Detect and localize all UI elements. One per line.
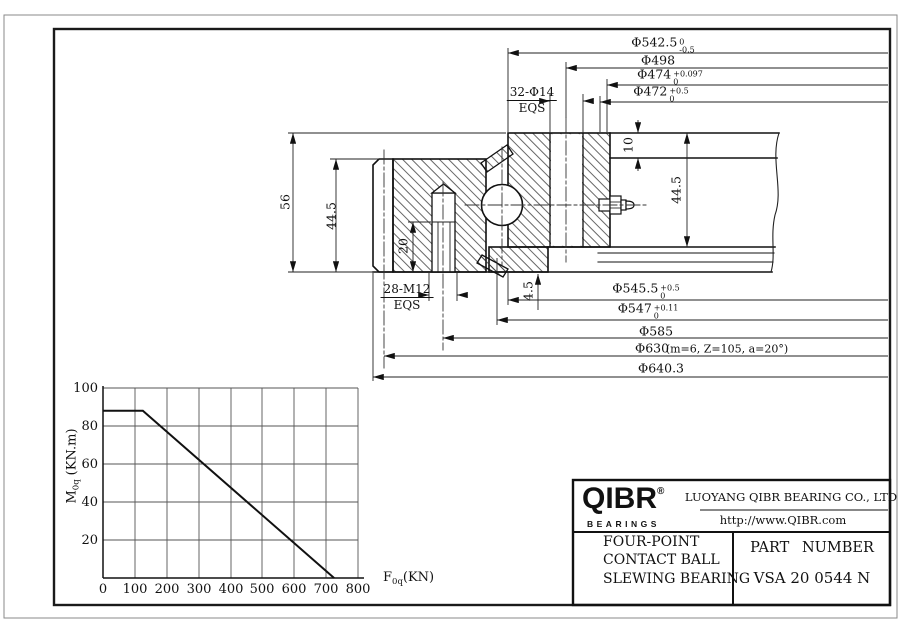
- m12-tapped-hole: [432, 193, 455, 272]
- dim-474: Φ474 +0.097 0: [637, 66, 703, 86]
- gear-data-note: (m=6, Z=105, a=20°): [665, 342, 789, 356]
- company-logo-subtext: BEARINGS: [587, 519, 660, 529]
- y-tick-80: 80: [81, 419, 98, 434]
- x-tick-800: 800: [345, 582, 371, 597]
- dim-472: Φ472 +0.5 0: [633, 83, 689, 103]
- company-name: LUOYANG QIBR BEARING CO., LTD: [684, 490, 898, 504]
- y-tick-100: 100: [73, 381, 98, 396]
- dim-height-total: 56: [277, 194, 293, 210]
- x-tick-500: 500: [249, 582, 275, 597]
- chart-y-axis-label: $M_{0q}(KN.m)$: [64, 428, 82, 504]
- company-logo: QIBR®: [582, 482, 665, 515]
- x-tick-200: 200: [154, 582, 180, 597]
- product-type-line1: FOUR-POINT: [603, 534, 700, 550]
- x-tick-600: 600: [281, 582, 307, 597]
- dim-od-640: Φ640.3: [637, 360, 685, 376]
- dim-547: Φ547 +0.11 0: [617, 300, 679, 320]
- sheet-borders: [4, 15, 897, 618]
- y-tick-60: 60: [81, 457, 98, 472]
- company-website: http://www.QIBR.com: [719, 513, 847, 527]
- break-line: [771, 133, 779, 272]
- dim-od-542: Φ542.5 0 -0.5: [631, 34, 695, 54]
- label-holes-inner: 28-M12 EQS: [381, 282, 434, 312]
- part-number-label: PART NUMBER: [750, 540, 874, 556]
- load-chart: [103, 386, 364, 578]
- label-holes-outer: 32-Φ14 EQS: [507, 85, 557, 115]
- dim-tap-depth: 20: [395, 238, 411, 254]
- x-tick-0: 0: [98, 582, 108, 597]
- y-tick-40: 40: [81, 495, 98, 510]
- y-tick-20: 20: [81, 533, 98, 548]
- dim-height-ring-left: 44.5: [323, 202, 339, 230]
- bearing-cross-section: [373, 118, 779, 368]
- product-type-line2: CONTACT BALL: [603, 552, 720, 568]
- dim-flange-thickness: 10: [620, 137, 636, 153]
- x-tick-100: 100: [122, 582, 148, 597]
- chart-x-axis-label: $F_{0q}(KN)$: [383, 570, 435, 587]
- dim-height-ring-right: 44.5: [668, 176, 684, 204]
- part-number-value: VSA 20 0544 N: [753, 569, 871, 587]
- dim-gear-pitch: Φ630: [634, 340, 670, 356]
- x-tick-300: 300: [186, 582, 212, 597]
- x-tick-400: 400: [218, 582, 244, 597]
- dim-545: Φ545.5 +0.5 0: [612, 280, 680, 300]
- dim-seal-step: 4.5: [520, 281, 536, 301]
- load-curve: [103, 411, 334, 578]
- dim-585: Φ585: [638, 323, 674, 339]
- x-tick-700: 700: [313, 582, 339, 597]
- product-type-line3: SLEWING BEARING: [603, 571, 751, 587]
- gear-rim: [373, 159, 393, 272]
- dim-bcd-498: Φ498: [640, 52, 676, 68]
